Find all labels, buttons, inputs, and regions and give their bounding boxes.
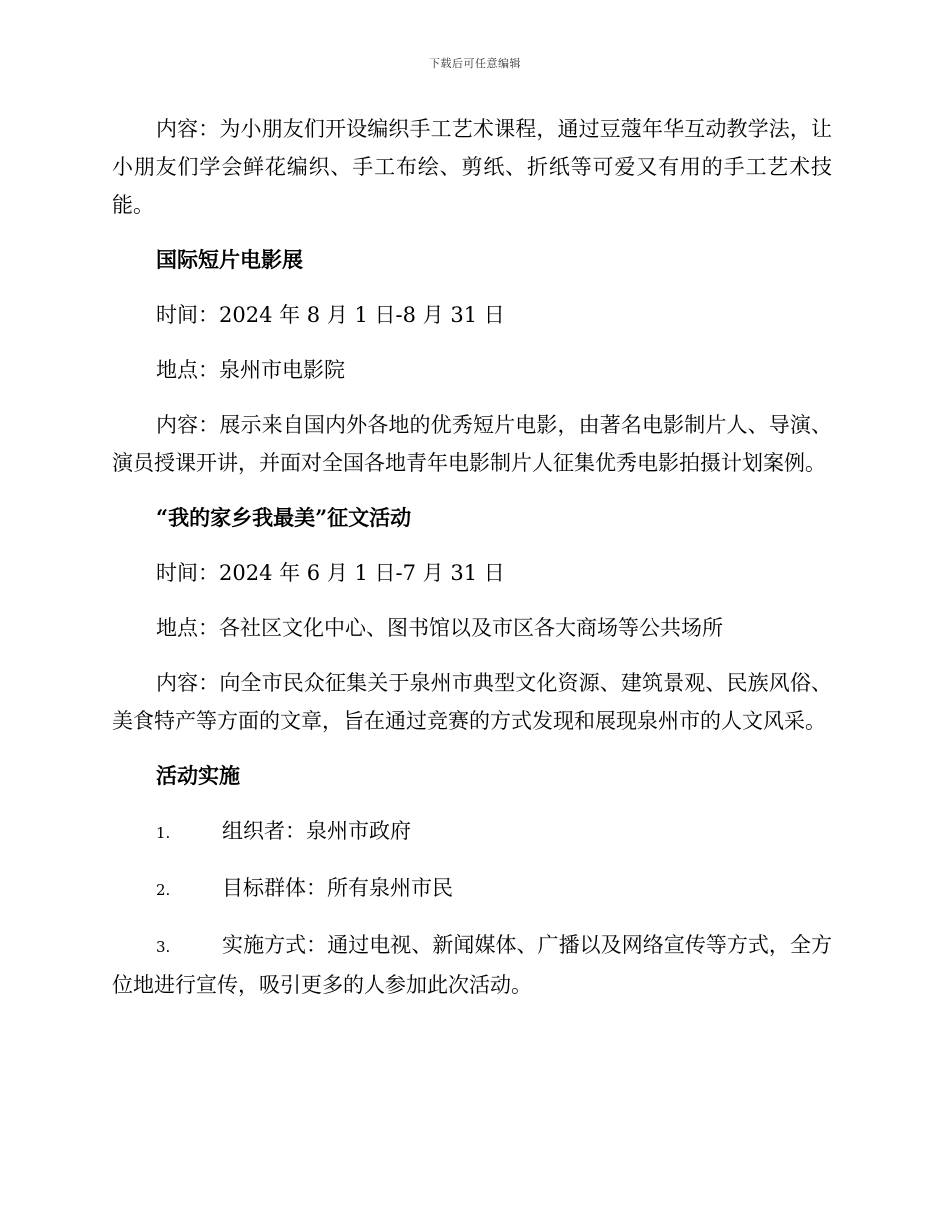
paragraph-essay-location: 地点：各社区文化中心、图书馆以及市区各大商场等公共场所 [156, 616, 723, 640]
paragraph-essay-content: 内容：向全市民众征集关于泉州市典型文化资源、建筑景观、民族风俗、美食特产等方面的文章，旨在通过竞赛的方式发现和展现泉州市的人文风采。 [112, 671, 832, 733]
list-item [112, 869, 832, 909]
list-item-number: 2. [156, 881, 171, 899]
section-heading-film-festival: 国际短片电影展 [156, 247, 303, 272]
list-item-text: 目标群体：所有泉州市民 [222, 876, 453, 900]
paragraph-craft-content: 内容：为小朋友们开设编织手工艺术课程，通过豆蔻年华互动教学法，让小朋友们学会鲜花编织、手工布绘、剪纸、折纸等可爱又有用的手工艺术技能。 [112, 117, 832, 217]
list-item-number: 3. [156, 938, 171, 956]
list-item-text: 实施方式：通过电视、新闻媒体、广播以及网络宣传等方式，全方位地进行宣传，吸引更多的人参加此次活动。 [112, 933, 832, 997]
document-body [112, 110, 832, 1021]
paragraph-essay-time: 时间：2024 年 6 月 1 日-7 月 31 日 [156, 561, 505, 585]
section-heading-implementation: 活动实施 [156, 763, 240, 788]
page-header-note: 下载后可任意编辑 [429, 57, 521, 70]
section-heading-essay-contest: “我的家乡我最美”征文活动 [156, 505, 412, 530]
paragraph-film-time: 时间：2024 年 8 月 1 日-8 月 31 日 [156, 303, 505, 327]
list-item-text: 组织者：泉州市政府 [222, 819, 411, 843]
paragraph-film-location: 地点：泉州市电影院 [156, 358, 345, 382]
list-item [112, 926, 832, 1004]
paragraph-film-content: 内容：展示来自国内外各地的优秀短片电影，由著名电影制片人、导演、演员授课开讲，并面对全国各地青年电影制片人征集优秀电影拍摄计划案例。 [112, 413, 832, 475]
list-item-number: 1. [156, 824, 171, 842]
list-item [112, 812, 832, 852]
